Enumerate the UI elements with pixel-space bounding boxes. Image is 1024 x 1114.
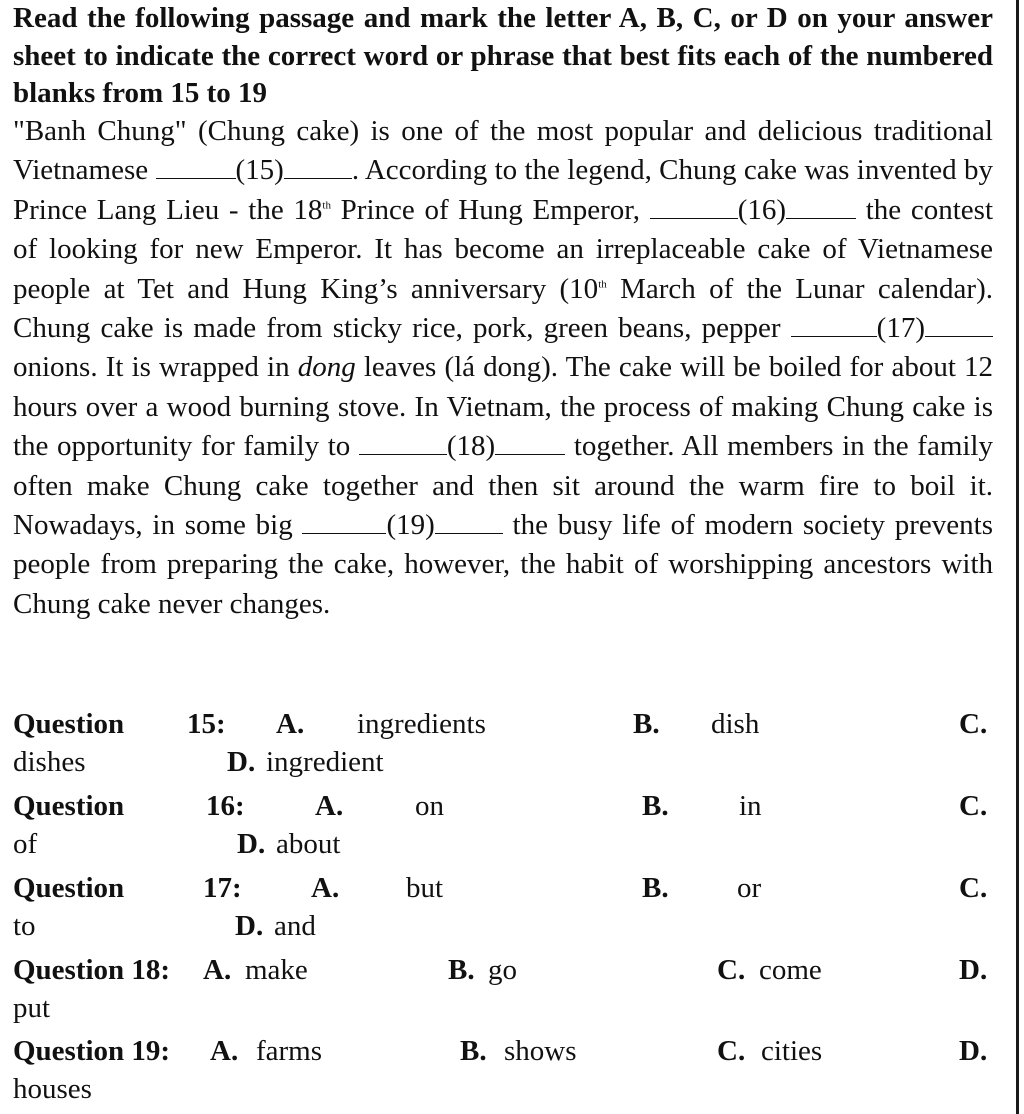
option-a-letter: A. [311, 872, 340, 904]
option-b-letter: B. [448, 954, 475, 986]
option-b-letter: B. [642, 872, 669, 904]
blank-16: (16) [650, 194, 856, 226]
blank-19: (19) [302, 509, 502, 541]
option-a-letter: A. [276, 708, 305, 740]
option-d[interactable]: and [274, 910, 316, 942]
option-a[interactable]: but [406, 872, 444, 904]
question-15: Question 15: A. ingredients B. dish C. dishes D. ingredient [13, 705, 993, 785]
option-d[interactable]: about [276, 828, 341, 860]
option-b-letter: B. [642, 790, 669, 822]
option-a-letter: A. [315, 790, 344, 822]
option-d[interactable]: ingredient [266, 746, 384, 778]
passage-text: Prince of Hung Emperor, [330, 193, 650, 226]
option-a-letter: A. [203, 954, 232, 986]
passage-text: leaves (lá dong). The cake will be boiled for about 12 hours over a wood burning stove. In Vietnam, the process of making Chung cake is the opportunity for family to [13, 351, 994, 463]
option-c-letter: C. [717, 1035, 746, 1067]
option-a[interactable]: ingredients [357, 708, 486, 740]
option-c[interactable]: come [759, 954, 822, 986]
passage-text: "Banh Chung" (Chung cake) is one of the most popular and delicious traditional Vietnamese [13, 115, 993, 187]
ordinal-suffix: th [598, 277, 607, 290]
option-c-letter: C. [959, 708, 988, 740]
option-b[interactable]: go [488, 954, 517, 986]
option-d-letter: D. [237, 828, 266, 860]
option-c-letter: C. [959, 872, 988, 904]
option-d-letter: D. [235, 910, 264, 942]
option-b[interactable]: or [737, 872, 762, 904]
option-c-letter: C. [959, 790, 988, 822]
option-a[interactable]: on [415, 790, 444, 822]
ordinal-suffix: th [322, 199, 331, 212]
question-16: Question 16: A. on B. in C. of D. about [13, 787, 993, 867]
blank-17: (17) [791, 312, 993, 344]
blank-18: (18) [359, 430, 565, 462]
option-c[interactable]: of [13, 828, 38, 860]
passage-text: together. All members in the family often make Chung cake together and then sit around the warm fire to boil it. Nowadays, in some big [13, 430, 993, 542]
option-a[interactable]: make [245, 954, 308, 986]
option-b-letter: B. [633, 708, 660, 740]
option-b[interactable]: in [739, 790, 762, 822]
option-c[interactable]: cities [761, 1035, 823, 1067]
passage-text: March of the Lunar calendar). Chung cake is made from sticky rice, pork, green beans, pepper [13, 272, 993, 345]
passage-text: . According to the legend, Chung cake was invented by Prince Lang Lieu - the 18 [13, 154, 993, 226]
option-c[interactable]: to [13, 910, 36, 942]
option-b[interactable]: dish [711, 708, 760, 740]
option-d-letter: D. [227, 746, 256, 778]
option-d-letter: D. [959, 1035, 988, 1067]
blank-15: (15) [156, 154, 352, 186]
question-19: Question 19: A. farms B. shows C. cities D. houses [13, 1032, 993, 1112]
option-d[interactable]: houses [13, 1073, 92, 1105]
option-d[interactable]: put [13, 992, 51, 1024]
option-b[interactable]: shows [504, 1035, 577, 1067]
question-17: Question 17: A. but B. or C. to D. and [13, 869, 993, 949]
question-18: Question 18: A. make B. go C. come D. put [13, 951, 993, 1031]
option-b-letter: B. [460, 1035, 487, 1067]
passage-text: onions. It is wrapped in [13, 351, 298, 384]
passage-text: the contest of looking for new Emperor. It has become an irreplaceable cake of Vietnamese people at Tet and Hung King’s anniversary (10 [13, 193, 994, 305]
option-c-letter: C. [717, 954, 746, 986]
page-edge-divider [1016, 0, 1019, 1114]
option-d-letter: D. [959, 954, 988, 986]
italic-word: dong [297, 351, 356, 384]
option-c[interactable]: dishes [13, 746, 86, 778]
reading-passage [13, 112, 993, 624]
option-a[interactable]: farms [256, 1035, 323, 1067]
instructions-heading: Read the following passage and mark the letter A, B, C, or D on your answer sheet to indicate the correct word or phrase that best fits each of the numbered blanks from 15 to 19 [13, 2, 993, 109]
option-a-letter: A. [210, 1035, 239, 1067]
passage-text: the busy life of modern society prevents people from preparing the cake, however, the habit of worshipping ancestors with Chung cake never changes. [13, 509, 993, 620]
